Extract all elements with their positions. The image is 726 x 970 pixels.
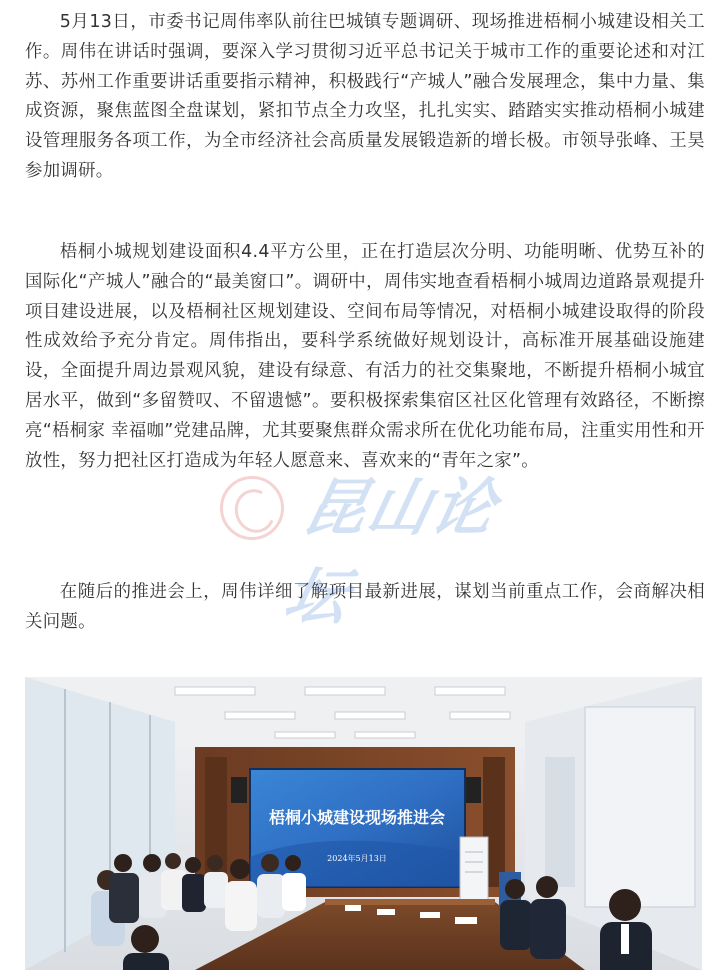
screen-date: 2024年5月13日 — [327, 854, 387, 863]
watermark-text: 昆山论坛 — [277, 471, 505, 633]
screen-title: 梧桐小城建设现场推进会 — [268, 808, 446, 827]
article-paragraph-1: 5月13日，市委书记周伟率队前往巴城镇专题调研、现场推进梧桐小城建设相关工作。周伟在讲话时强调，要深入学习贯彻习近平总书记关于城市工作的重要论述和对江苏、苏州工作重要讲话重要指示精神，积极践行“产城人”融合发展理念，集中力量、集成资源，聚焦蓝图全盘谋划，紧扣节点全力攻坚，扎扎实实、踏踏实实推动梧桐小城建设管理服务各项工作，为全市经济社会高质量发展锻造新的增长极。市领导张峰、王昊参加调研。 — [25, 12, 705, 181]
watermark-logo-icon — [220, 476, 284, 540]
meeting-photo — [25, 677, 702, 970]
article-paragraph-3: 在随后的推进会上，周伟详细了解项目最新进展，谋划当前重点工作，会商解决相关问题。 — [25, 582, 705, 632]
article-paragraph-2: 梧桐小城规划建设面积4.4平方公里，正在打造层次分明、功能明晰、优势互补的国际化“产城人”融合的“最美窗口”。调研中，周伟实地查看梧桐小城周边道路景观提升项目建设进展，以及梧桐社区规划建设、空间布局等情况，对梧桐小城建设取得的阶段性成效给予充分肯定。周伟指出，要科学系统做好规划设计，高标准开展基础设施建设，全面提升周边景观风貌，建设有绿意、有活力的社交集聚地，不断提升梧桐小城宜居水平，做到“多留赞叹、不留遗憾”。要积极探索集宿区社区化管理有效路径，不断擦亮“梧桐家 幸福咖”党建品牌，尤其要聚焦群众需求所在优化功能布局，注重实用性和开放性，努力把社区打造成为年轻人愿意来、喜欢来的“青年之家”。 — [25, 242, 705, 471]
